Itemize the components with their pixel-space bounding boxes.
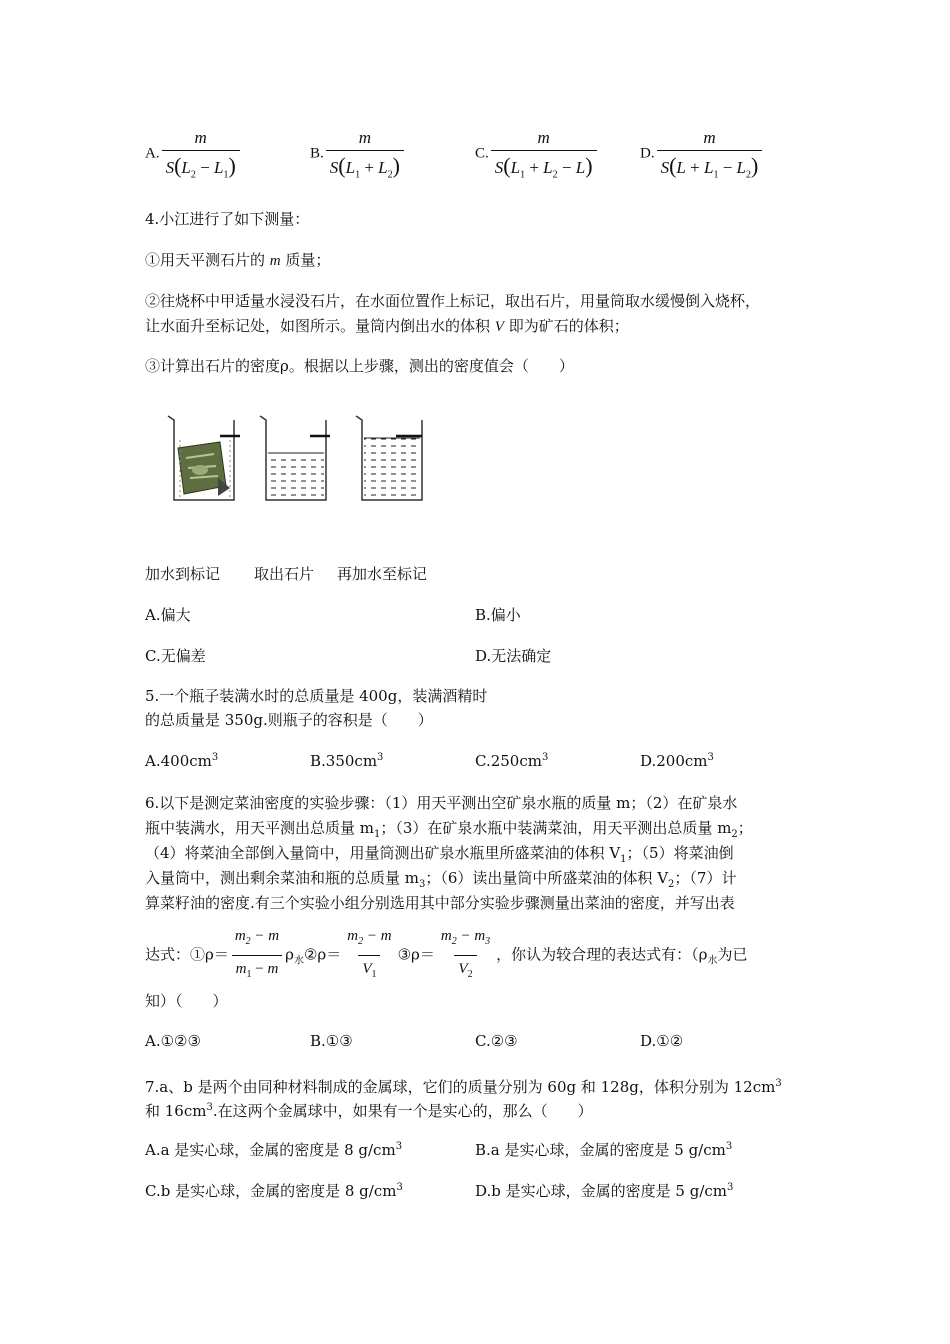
q6-option-c[interactable]: C.②③ [475,1032,518,1050]
q7-line1: 7.a、b 是两个由同种材料制成的金属球，它们的质量分别为 60g 和 128g，体积分别为 $12cm^3$ [145,1078,782,1096]
caption-add-water: 加水到标记 [145,565,221,583]
q4-option-b[interactable]: B.偏小 [475,606,521,624]
expr3-fraction: $\frac{m_2 - m_3}{V_2}$ [437,925,494,986]
q3-option-a[interactable] [145,128,242,180]
option-label: A. [145,145,160,162]
q4-step2-line2: 让水面升至标记处，如图所示。量筒内倒出水的体积 V 即为矿石的体积； [145,317,629,335]
q4-stem: 4.小江进行了如下测量： [145,210,310,228]
q4-option-c[interactable]: C.无偏差 [145,647,206,665]
q7-option-a[interactable]: A.a 是实心球，金属的密度是 8 $g/cm^3$ [145,1141,403,1159]
q6-line2: 瓶中装满水，用天平测出总质量 $m_1$；（3）在矿泉水瓶中装满菜油，用天平测出总质量 $m_2$； [145,819,753,840]
q5-line2: 的总质量是 350g.则瓶子的容积是（ ） [145,711,433,729]
q6-line7: 知）（ ） [145,992,228,1010]
q4-option-a[interactable]: A.偏大 [145,606,191,624]
q6-option-d[interactable]: D.①② [640,1032,684,1050]
q7-option-c[interactable]: C.b 是实心球，金属的密度是 8 $g/cm^3$ [145,1182,403,1200]
expr2-fraction: $\frac{m_2 - m}{V_1}$ [343,925,395,986]
fraction-b: $\frac{m}{S(L_1 + L_2)}$ [326,128,404,180]
q3-option-d[interactable] [640,128,764,180]
stone-icon [178,442,230,496]
q4-step3: ③计算出石片的密度ρ。根据以上步骤，测出的密度值会（ ） [145,357,574,375]
q6-line1: 6.以下是测定菜油密度的实验步骤：（1）用天平测出空矿泉水瓶的质量 m；（2）在矿泉水 [145,794,738,812]
q4-step2-line1: ②往烧杯中甲适量水浸没石片，在水面位置作上标记，取出石片，用量筒取水缓慢倒入烧杯， [145,292,761,310]
q6-line4: 入量筒中，测出剩余菜油和瓶的总质量 $m_3$；（6）读出量筒中所盛菜油的体积 $V_2$；（7）计 [145,869,737,890]
q7-option-d[interactable]: D.b 是实心球，金属的密度是 5 $g/cm^3$ [475,1182,734,1200]
beaker-stone-removed [260,416,330,500]
beakers-figure [160,408,440,508]
q3-option-c[interactable] [475,128,599,180]
fraction-a: $\frac{m}{S(L_2 - L_1)}$ [162,128,240,180]
q7-option-b[interactable]: B.a 是实心球，金属的密度是 5 $g/cm^3$ [475,1141,733,1159]
q6-expressions: 达式：①ρ＝ $\frac{m_2 - m}{m_1 - m}$ $\rho_水②\rho=$ $\frac{m_2 - m}{V_1}$ ③ρ＝ $\frac{m_2 - m_3}{V_2}$ ，你认为较合理的表达式有：（$\rho_水$为已 [145,925,748,986]
caption-remove-stone: 取出石片 [254,565,315,583]
q6-line5: 算菜籽油的密度.有三个实验小组分别选用其中部分实验步骤测量出菜油的密度，并写出表 [145,894,735,912]
fraction-d: $\frac{m}{S(L + L_1 - L_2)}$ [657,128,763,180]
q6-line3: （4）将菜油全部倒入量筒中，用量筒测出矿泉水瓶里所盛菜油的体积 $V_1$；（5）将菜油倒 [145,844,734,865]
q6-option-b[interactable]: B.①③ [310,1032,353,1050]
q5-line1: 5.一个瓶子装满水时的总质量是 400g，装满酒精时 [145,687,488,705]
expr1-fraction: $\frac{m_2 - m}{m_1 - m}$ [231,925,283,986]
option-label: C. [475,145,489,162]
caption-refill: 再加水至标记 [337,565,428,583]
q4-option-d[interactable]: D.无法确定 [475,647,552,665]
fraction-c: $\frac{m}{S(L_1 + L_2 - L)}$ [491,128,597,180]
beaker-with-stone [168,416,240,500]
q5-option-b[interactable]: $B.350cm^3$ [310,752,384,770]
q6-option-a[interactable]: A.①②③ [145,1032,201,1050]
q3-option-b[interactable] [310,128,406,180]
q7-line2: 和 $16cm^3$.在这两个金属球中，如果有一个是实心的，那么（ ） [145,1102,593,1120]
beaker-refilled [356,416,422,500]
option-label: D. [640,145,655,162]
q5-option-d[interactable]: $D.200cm^3$ [640,752,714,770]
q4-step1: ①用天平测石片的 m 质量； [145,251,331,269]
q5-option-c[interactable]: $C.250cm^3$ [475,752,549,770]
q5-option-a[interactable]: $A.400cm^3$ [145,752,219,770]
option-label: B. [310,145,324,162]
